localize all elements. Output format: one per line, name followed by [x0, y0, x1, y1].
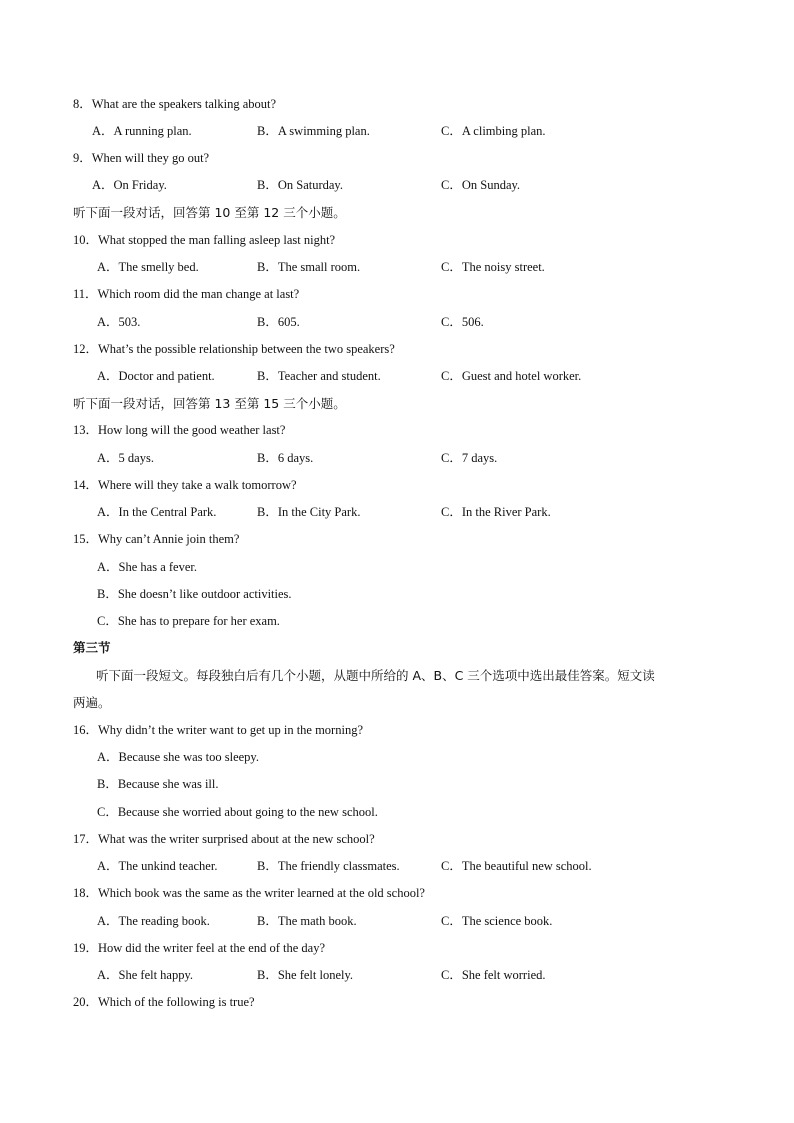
option-q18-a: A．The reading book. [97, 914, 210, 928]
option-q19-b: B．She felt lonely. [257, 968, 354, 982]
question-q11: 11．Which room did the man change at last? [73, 287, 300, 301]
option-q11-b: B．605. [257, 315, 300, 329]
question-q13: 13．How long will the good weather last? [73, 423, 286, 437]
option-q10-a: A．The smelly bed. [97, 260, 199, 274]
instruction-dialog-13-15: 听下面一段对话，回答第 13 至第 15 三个小题。 [73, 396, 346, 411]
option-q15-c: C．She has to prepare for her exam. [97, 614, 280, 628]
option-q16-b: B．Because she was ill. [97, 777, 219, 791]
option-q16-a: A．Because she was too sleepy. [97, 750, 259, 764]
option-q15-a: A．She has a fever. [97, 560, 197, 574]
option-q19-c: C．She felt worried. [441, 968, 546, 982]
option-q14-b: B．In the City Park. [257, 505, 361, 519]
instruction-dialog-10-12: 听下面一段对话，回答第 10 至第 12 三个小题。 [73, 205, 346, 220]
option-q12-a: A．Doctor and patient. [97, 369, 215, 383]
option-q10-c: C．The noisy street. [441, 260, 545, 274]
question-q8: 8．What are the speakers talking about? [73, 97, 277, 111]
section-instruction-line1: 听下面一段短文。每段独白后有几个小题，从题中所给的 A、B、C 三个选项中选出最佳答案。短文读 [96, 668, 655, 683]
option-q8-b: B．A swimming plan. [257, 124, 370, 138]
question-q18: 18．Which book was the same as the writer learned at the old school? [73, 886, 425, 900]
question-q16: 16．Why didn’t the writer want to get up in the morning? [73, 723, 363, 737]
option-q18-b: B．The math book. [257, 914, 357, 928]
option-q13-c: C．7 days. [441, 451, 498, 465]
option-q11-c: C．506. [441, 315, 484, 329]
option-q14-c: C．In the River Park. [441, 505, 551, 519]
option-q12-b: B．Teacher and student. [257, 369, 381, 383]
question-q9: 9．When will they go out? [73, 151, 210, 165]
option-q10-b: B．The small room. [257, 260, 361, 274]
option-q9-c: C．On Sunday. [441, 178, 521, 192]
option-q9-b: B．On Saturday. [257, 178, 343, 192]
option-q9-a: A．On Friday. [92, 178, 167, 192]
option-q14-a: A．In the Central Park. [97, 505, 217, 519]
option-q8-a: A．A running plan. [92, 124, 192, 138]
option-q11-a: A．503. [97, 315, 141, 329]
question-q17: 17．What was the writer surprised about at the new school? [73, 832, 375, 846]
option-q17-b: B．The friendly classmates. [257, 859, 400, 873]
option-q13-b: B．6 days. [257, 451, 314, 465]
option-q17-a: A．The unkind teacher. [97, 859, 218, 873]
option-q19-a: A．She felt happy. [97, 968, 194, 982]
section-instruction-line2: 两遍。 [73, 695, 111, 710]
section-title: 第三节 [73, 640, 111, 655]
option-q12-c: C．Guest and hotel worker. [441, 369, 582, 383]
option-q8-c: C．A climbing plan. [441, 124, 546, 138]
question-q14: 14．Where will they take a walk tomorrow? [73, 478, 297, 492]
question-q19: 19．How did the writer feel at the end of the day? [73, 941, 325, 955]
option-q18-c: C．The science book. [441, 914, 553, 928]
question-q10: 10．What stopped the man falling asleep last night? [73, 233, 336, 247]
option-q13-a: A．5 days. [97, 451, 154, 465]
option-q17-c: C．The beautiful new school. [441, 859, 592, 873]
option-q15-b: B．She doesn’t like outdoor activities. [97, 587, 292, 601]
question-q20: 20．Which of the following is true? [73, 995, 255, 1009]
question-q12: 12．What’s the possible relationship between the two speakers? [73, 342, 395, 356]
question-q15: 15．Why can’t Annie join them? [73, 532, 240, 546]
option-q16-c: C．Because she worried about going to the new school. [97, 805, 378, 819]
